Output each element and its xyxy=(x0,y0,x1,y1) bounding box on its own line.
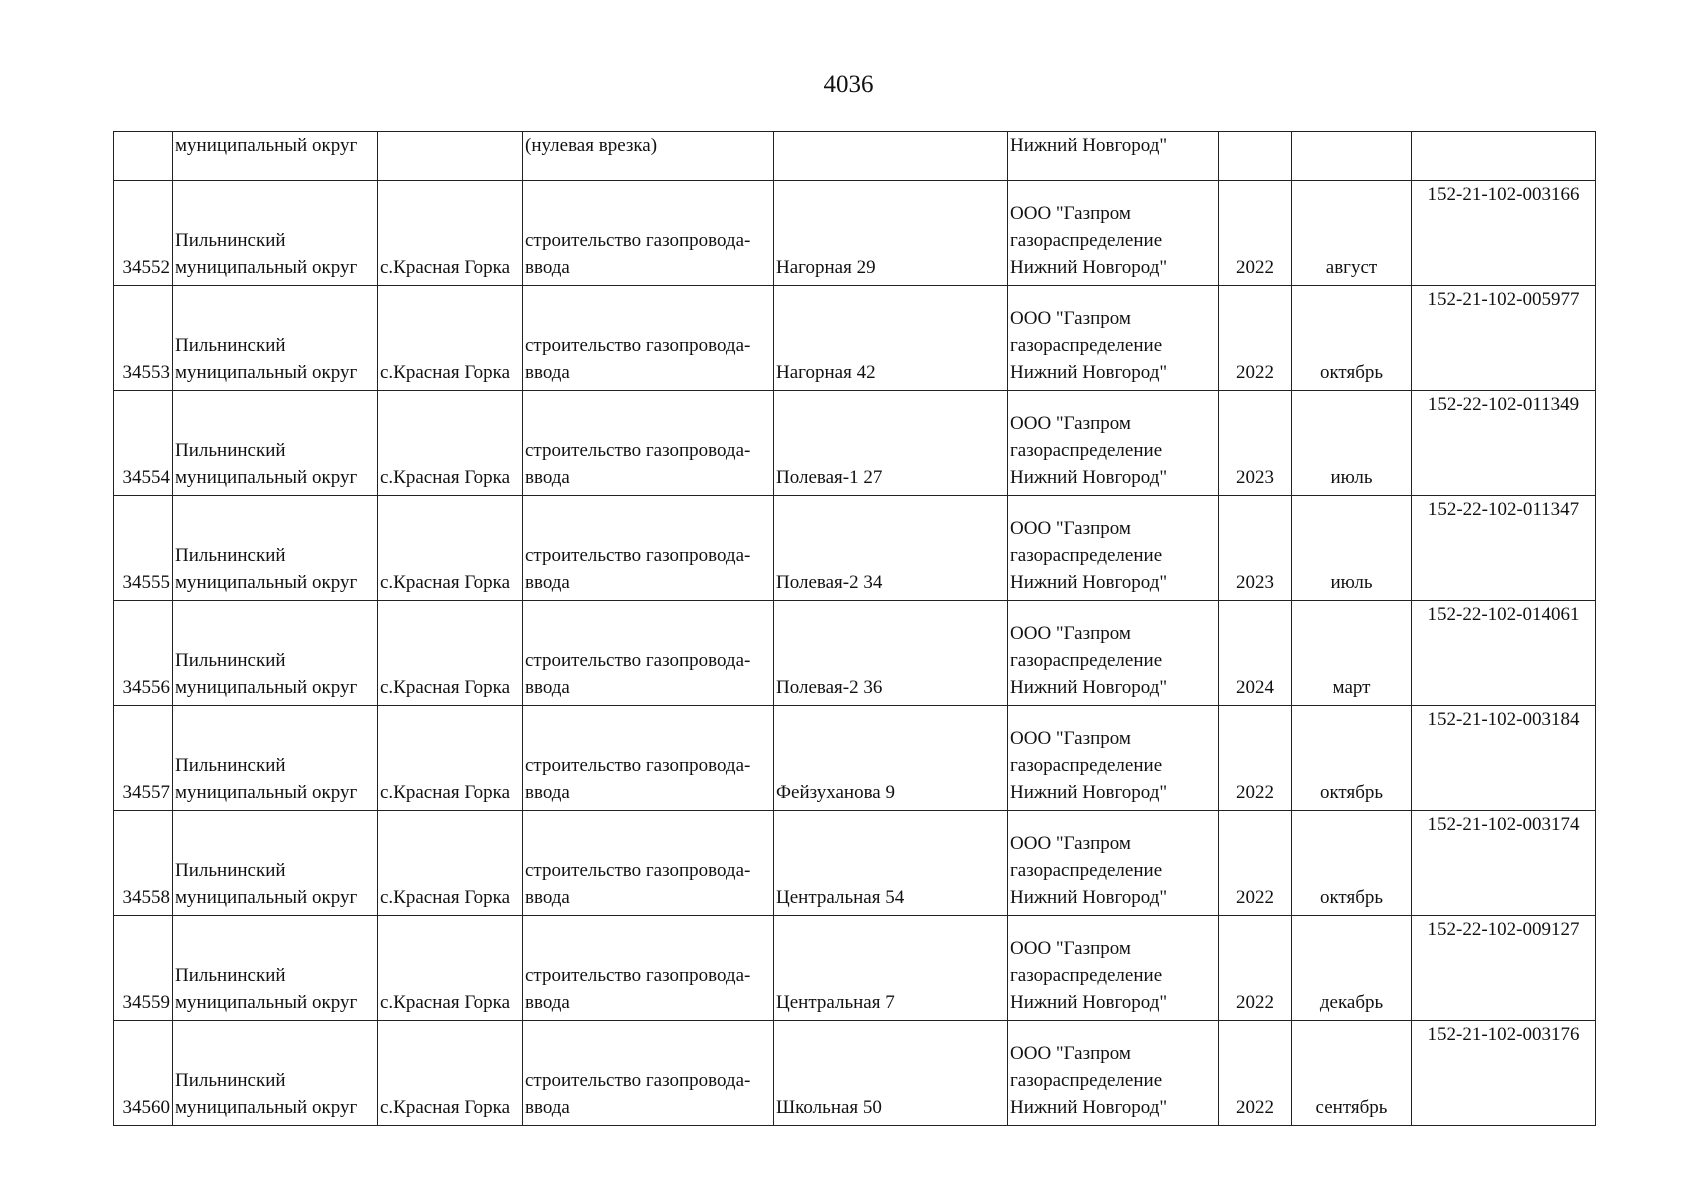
continuation-row xyxy=(114,132,1596,181)
org-line-3: Нижний Новгород" xyxy=(1010,782,1168,803)
org-line-2: газораспределение xyxy=(1010,860,1163,881)
cell-code: 152-21-102-003176 xyxy=(1412,1021,1596,1126)
district-line-2: муниципальный округ xyxy=(175,677,358,698)
cell-month: июль xyxy=(1292,496,1412,601)
cell-address: Нагорная 42 xyxy=(774,286,1008,391)
cell-month: октябрь xyxy=(1292,811,1412,916)
cell-month xyxy=(1292,132,1412,181)
cell-code: 152-21-102-003174 xyxy=(1412,811,1596,916)
cell-org xyxy=(1008,496,1219,601)
cell-district xyxy=(173,496,378,601)
cell-code: 152-21-102-005977 xyxy=(1412,286,1596,391)
table-row xyxy=(114,181,1596,286)
district-line-1: Пильнинский xyxy=(175,1070,286,1091)
page-number: 4036 xyxy=(823,71,874,98)
cell-locality: с.Красная Горка xyxy=(378,916,523,1021)
work-line-2: ввода xyxy=(525,467,570,488)
cell-district xyxy=(173,916,378,1021)
cell-org xyxy=(1008,916,1219,1021)
cell-district xyxy=(173,286,378,391)
cell-year: 2023 xyxy=(1219,496,1292,601)
district-line-1: Пильнинский xyxy=(175,440,286,461)
district-line-2: муниципальный округ xyxy=(175,467,358,488)
cell-org xyxy=(1008,811,1219,916)
work-line-2: ввода xyxy=(525,782,570,803)
cell-address: Центральная 7 xyxy=(774,916,1008,1021)
district-line-1: Пильнинский xyxy=(175,965,286,986)
cell-work xyxy=(523,811,774,916)
work-line-2: ввода xyxy=(525,677,570,698)
cell-org xyxy=(1008,1021,1219,1126)
org-line-3: Нижний Новгород" xyxy=(1010,572,1168,593)
cell-locality: с.Красная Горка xyxy=(378,496,523,601)
cell-address xyxy=(774,132,1008,181)
cell-year: 2024 xyxy=(1219,601,1292,706)
district-line-1: Пильнинский xyxy=(175,335,286,356)
cell-district: муниципальный округ xyxy=(173,132,378,181)
work-line-2: ввода xyxy=(525,362,570,383)
cell-num: 34558 xyxy=(114,811,173,916)
cell-num: 34554 xyxy=(114,391,173,496)
table-row xyxy=(114,1021,1596,1126)
cell-address: Школьная 50 xyxy=(774,1021,1008,1126)
cell-work xyxy=(523,601,774,706)
table-row xyxy=(114,286,1596,391)
cell-num: 34556 xyxy=(114,601,173,706)
cell-org: Нижний Новгород" xyxy=(1008,132,1219,181)
cell-num: 34555 xyxy=(114,496,173,601)
org-line-3: Нижний Новгород" xyxy=(1010,257,1168,278)
cell-district xyxy=(173,601,378,706)
table-row xyxy=(114,496,1596,601)
org-line-3: Нижний Новгород" xyxy=(1010,1097,1168,1118)
work-line-1: строительство газопровода- xyxy=(525,1070,751,1091)
cell-work xyxy=(523,1021,774,1126)
work-line-1: строительство газопровода- xyxy=(525,860,751,881)
registry-table xyxy=(113,131,1596,1126)
org-line-1: ООО "Газпром xyxy=(1010,518,1131,539)
org-line-1: ООО "Газпром xyxy=(1010,308,1131,329)
work-line-2: ввода xyxy=(525,887,570,908)
cell-work xyxy=(523,286,774,391)
district-line-1: Пильнинский xyxy=(175,545,286,566)
org-line-3: Нижний Новгород" xyxy=(1010,467,1168,488)
cell-month: август xyxy=(1292,181,1412,286)
work-line-1: строительство газопровода- xyxy=(525,755,751,776)
cell-locality: с.Красная Горка xyxy=(378,391,523,496)
cell-locality: с.Красная Горка xyxy=(378,601,523,706)
work-line-2: ввода xyxy=(525,1097,570,1118)
cell-year: 2022 xyxy=(1219,181,1292,286)
org-line-2: газораспределение xyxy=(1010,1070,1163,1091)
org-line-1: ООО "Газпром xyxy=(1010,833,1131,854)
district-line-1: Пильнинский xyxy=(175,755,286,776)
table-row xyxy=(114,391,1596,496)
cell-num: 34560 xyxy=(114,1021,173,1126)
cell-address: Центральная 54 xyxy=(774,811,1008,916)
cell-district xyxy=(173,1021,378,1126)
cell-code: 152-21-102-003184 xyxy=(1412,706,1596,811)
org-line-3: Нижний Новгород" xyxy=(1010,362,1168,383)
work-line-2: ввода xyxy=(525,257,570,278)
cell-org xyxy=(1008,286,1219,391)
cell-locality: с.Красная Горка xyxy=(378,286,523,391)
cell-code: 152-22-102-011347 xyxy=(1412,496,1596,601)
work-line-1: строительство газопровода- xyxy=(525,650,751,671)
cell-code: 152-21-102-003166 xyxy=(1412,181,1596,286)
cell-work: (нулевая врезка) xyxy=(523,132,774,181)
district-line-1: Пильнинский xyxy=(175,230,286,251)
work-line-1: строительство газопровода- xyxy=(525,230,751,251)
org-line-1: ООО "Газпром xyxy=(1010,623,1131,644)
cell-year: 2022 xyxy=(1219,706,1292,811)
cell-work xyxy=(523,706,774,811)
district-line-2: муниципальный округ xyxy=(175,782,358,803)
cell-org xyxy=(1008,601,1219,706)
cell-locality: с.Красная Горка xyxy=(378,706,523,811)
cell-address: Полевая-2 34 xyxy=(774,496,1008,601)
cell-district xyxy=(173,181,378,286)
cell-org xyxy=(1008,181,1219,286)
district-line-2: муниципальный округ xyxy=(175,887,358,908)
cell-work xyxy=(523,916,774,1021)
table-row xyxy=(114,916,1596,1021)
cell-month: июль xyxy=(1292,391,1412,496)
org-line-1: ООО "Газпром xyxy=(1010,413,1131,434)
org-line-3: Нижний Новгород" xyxy=(1010,677,1168,698)
cell-address: Нагорная 29 xyxy=(774,181,1008,286)
cell-address: Фейзуханова 9 xyxy=(774,706,1008,811)
cell-org xyxy=(1008,706,1219,811)
org-line-2: газораспределение xyxy=(1010,650,1163,671)
cell-year xyxy=(1219,132,1292,181)
cell-num: 34559 xyxy=(114,916,173,1021)
cell-month: сентябрь xyxy=(1292,1021,1412,1126)
work-line-2: ввода xyxy=(525,572,570,593)
cell-district xyxy=(173,706,378,811)
org-line-2: газораспределение xyxy=(1010,545,1163,566)
cell-year: 2022 xyxy=(1219,1021,1292,1126)
org-line-3: Нижний Новгород" xyxy=(1010,887,1168,908)
table-row xyxy=(114,706,1596,811)
district-line-2: муниципальный округ xyxy=(175,1097,358,1118)
cell-org xyxy=(1008,391,1219,496)
cell-address: Полевая-1 27 xyxy=(774,391,1008,496)
district-line-2: муниципальный округ xyxy=(175,992,358,1013)
org-line-2: газораспределение xyxy=(1010,230,1163,251)
work-line-2: ввода xyxy=(525,992,570,1013)
cell-code: 152-22-102-014061 xyxy=(1412,601,1596,706)
org-line-2: газораспределение xyxy=(1010,335,1163,356)
org-line-1: ООО "Газпром xyxy=(1010,938,1131,959)
work-line-1: строительство газопровода- xyxy=(525,545,751,566)
cell-num xyxy=(114,132,173,181)
org-line-2: газораспределение xyxy=(1010,965,1163,986)
cell-month: октябрь xyxy=(1292,706,1412,811)
work-line-1: строительство газопровода- xyxy=(525,965,751,986)
org-line-2: газораспределение xyxy=(1010,440,1163,461)
org-line-2: газораспределение xyxy=(1010,755,1163,776)
cell-work xyxy=(523,496,774,601)
cell-locality: с.Красная Горка xyxy=(378,1021,523,1126)
cell-locality: с.Красная Горка xyxy=(378,181,523,286)
cell-year: 2022 xyxy=(1219,286,1292,391)
table-row xyxy=(114,601,1596,706)
table-body xyxy=(114,132,1596,1126)
cell-address: Полевая-2 36 xyxy=(774,601,1008,706)
work-line-1: строительство газопровода- xyxy=(525,440,751,461)
cell-district xyxy=(173,811,378,916)
cell-locality: с.Красная Горка xyxy=(378,811,523,916)
cell-month: март xyxy=(1292,601,1412,706)
cell-year: 2022 xyxy=(1219,916,1292,1021)
cell-num: 34552 xyxy=(114,181,173,286)
district-line-2: муниципальный округ xyxy=(175,257,358,278)
cell-code: 152-22-102-009127 xyxy=(1412,916,1596,1021)
table-row xyxy=(114,811,1596,916)
cell-num: 34553 xyxy=(114,286,173,391)
cell-month: октябрь xyxy=(1292,286,1412,391)
district-line-1: Пильнинский xyxy=(175,860,286,881)
cell-year: 2022 xyxy=(1219,811,1292,916)
cell-code: 152-22-102-011349 xyxy=(1412,391,1596,496)
org-line-1: ООО "Газпром xyxy=(1010,203,1131,224)
cell-locality xyxy=(378,132,523,181)
district-line-1: Пильнинский xyxy=(175,650,286,671)
cell-work xyxy=(523,181,774,286)
cell-code xyxy=(1412,132,1596,181)
work-line-1: строительство газопровода- xyxy=(525,335,751,356)
cell-num: 34557 xyxy=(114,706,173,811)
cell-year: 2023 xyxy=(1219,391,1292,496)
cell-work xyxy=(523,391,774,496)
cell-district xyxy=(173,391,378,496)
district-line-2: муниципальный округ xyxy=(175,362,358,383)
org-line-1: ООО "Газпром xyxy=(1010,728,1131,749)
org-line-1: ООО "Газпром xyxy=(1010,1043,1131,1064)
cell-month: декабрь xyxy=(1292,916,1412,1021)
district-line-2: муниципальный округ xyxy=(175,572,358,593)
org-line-3: Нижний Новгород" xyxy=(1010,992,1168,1013)
